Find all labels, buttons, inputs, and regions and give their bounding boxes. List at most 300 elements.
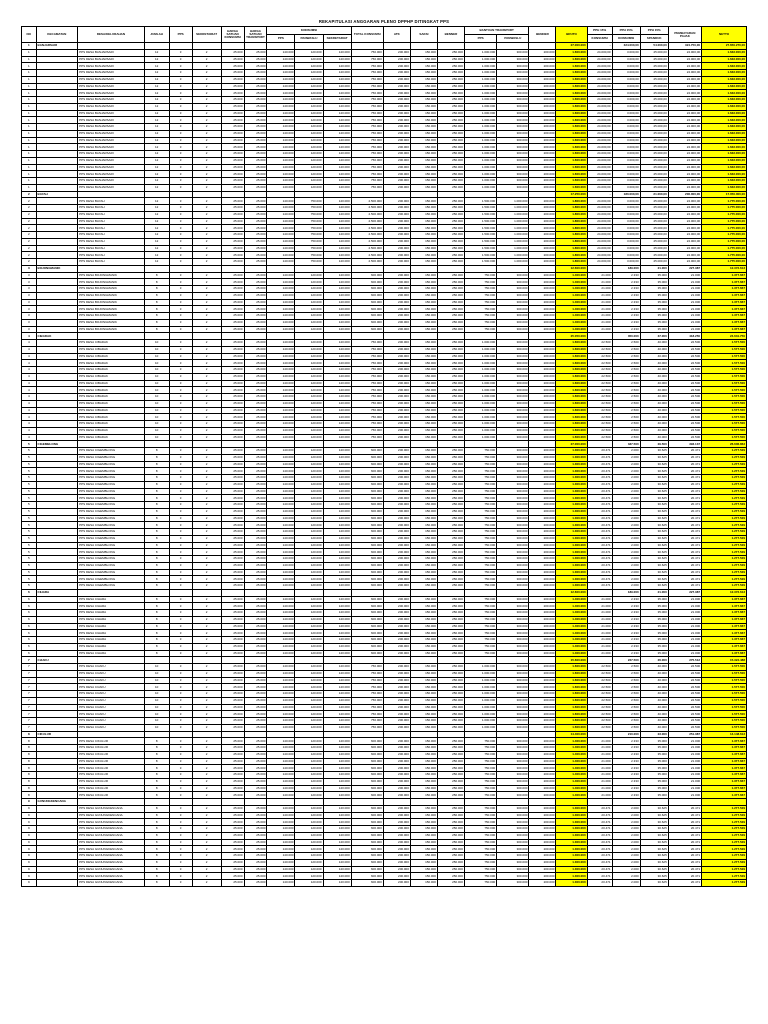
row-hk: 25.000 (221, 535, 244, 542)
row-no: 5 (22, 576, 37, 583)
row-sekr: 2 (192, 70, 221, 77)
row-pph-b: 2.500 (612, 394, 640, 401)
row-desa: PPS DESA BANJARSARI (78, 63, 145, 70)
row-pph-a: 24.000,00 (587, 238, 612, 245)
row-no: 1 (22, 49, 37, 56)
row-pph-b: 2.000 (612, 556, 640, 563)
row-bruto: 1.800.000 (556, 232, 587, 239)
row-pph-b: 2.000 (612, 475, 640, 482)
row-pps: 3 (169, 522, 192, 529)
row-hk: 25.000 (221, 792, 244, 799)
row-pph-b: 2.333 (612, 616, 640, 623)
row-ban: 250.000 (437, 164, 464, 171)
row-a: 140.000 (267, 515, 295, 522)
row-pph-c: 30.625 (640, 839, 668, 846)
row-bruto: 1.400.000 (556, 643, 587, 650)
row-pw: 1.000.000 (497, 238, 529, 245)
row-jumlah: 10 (144, 387, 169, 394)
group-bruto: 12.600.000 (556, 589, 587, 596)
row-ban: 250.000 (437, 49, 464, 56)
empty-cell (497, 265, 529, 272)
row-bruto: 1.400.000 (556, 772, 587, 779)
row-b: 120.000 (295, 758, 323, 765)
row-pph-b: 2.333 (612, 306, 640, 313)
row-sekr: 2 (192, 137, 221, 144)
row-ban: 250.000 (437, 475, 464, 482)
row-pph-c: 35.000 (640, 306, 668, 313)
row-netto: 1.277.529 (702, 853, 747, 860)
col-no: NO (22, 27, 37, 43)
group-pph-c: 21.000 (640, 589, 668, 596)
row-hk: 25.000 (221, 866, 244, 873)
row-hk: 25.000 (221, 245, 244, 252)
row-pph-c: 30.625 (640, 880, 668, 887)
row-ban: 250.000 (437, 738, 464, 745)
row-bt: 1.000.000 (464, 164, 496, 171)
row-tot: 600.000 (351, 286, 383, 293)
row-hk: 25.000 (221, 434, 244, 441)
row-jumlah: 12 (144, 157, 169, 164)
row-sekr: 2 (192, 670, 221, 677)
row-pajak: 24.000,00 (668, 238, 701, 245)
row-hk: 25.000 (221, 542, 244, 549)
row-pajak: 20.471 (668, 549, 701, 556)
row-sekr: 2 (192, 758, 221, 765)
row-pph-c: 35.000 (640, 637, 668, 644)
row-hk: 25.000 (221, 684, 244, 691)
row-c: 140.000 (323, 751, 351, 758)
row-saksi: 150.000 (410, 97, 437, 104)
row-a: 140.000 (267, 576, 295, 583)
row-bruto: 1.600.000 (556, 380, 587, 387)
row-saksi: 150.000 (410, 272, 437, 279)
table-row (22, 205, 747, 212)
row-pw: 300.000 (497, 387, 529, 394)
row-pajak: 24.000,00 (668, 198, 701, 205)
row-kecamatan (36, 299, 78, 306)
group-no: 1 (22, 43, 37, 50)
table-row (22, 718, 747, 725)
row-sekr: 2 (192, 569, 221, 576)
row-bruto: 1.600.000 (556, 157, 587, 164)
table-row (22, 529, 747, 536)
group-netto: 12.372.613 (702, 589, 747, 596)
row-ban: 250.000 (437, 346, 464, 353)
row-ben: 200.000 (529, 346, 556, 353)
row-pps: 3 (169, 326, 192, 333)
row-bruto: 1.300.000 (556, 522, 587, 529)
row-bruto: 1.400.000 (556, 313, 587, 320)
row-pps: 3 (169, 313, 192, 320)
group-pph-a (587, 657, 612, 664)
row-desa: PPS DESA CIJAKU (78, 711, 145, 718)
row-hk: 25.000 (221, 724, 244, 731)
empty-cell (437, 657, 464, 664)
row-ben: 200.000 (529, 630, 556, 637)
row-jumlah: 12 (144, 76, 169, 83)
row-atk: 200.000 (383, 238, 410, 245)
row-jumlah: 8 (144, 805, 169, 812)
row-no: 5 (22, 522, 37, 529)
row-c: 140.000 (323, 56, 351, 63)
row-tot: 600.000 (351, 448, 383, 455)
row-pw: 300.000 (497, 549, 529, 556)
row-pph-b: 2.500 (612, 670, 640, 677)
row-pps: 3 (169, 529, 192, 536)
row-ht: 25.000 (244, 610, 267, 617)
row-ban: 250.000 (437, 745, 464, 752)
row-pph-c: 45.000,00 (640, 130, 668, 137)
row-ht: 25.000 (244, 387, 267, 394)
row-tot: 2.500.000 (351, 245, 383, 252)
row-ban: 250.000 (437, 711, 464, 718)
table-row (22, 83, 747, 90)
table-row (22, 238, 747, 245)
row-pw: 300.000 (497, 171, 529, 178)
table-row (22, 346, 747, 353)
row-atk: 200.000 (383, 738, 410, 745)
row-bruto: 1.600.000 (556, 711, 587, 718)
row-pph-c: 35.000 (640, 650, 668, 657)
row-pajak: 24.000,00 (668, 178, 701, 185)
row-desa: PPS DESA BAYAH (78, 198, 145, 205)
empty-cell (169, 333, 192, 340)
row-kecamatan (36, 684, 78, 691)
row-ban: 250.000 (437, 171, 464, 178)
row-c: 140.000 (323, 448, 351, 455)
row-pw: 300.000 (497, 724, 529, 731)
row-b: 120.000 (295, 880, 323, 887)
row-jumlah: 10 (144, 353, 169, 360)
row-ht: 25.000 (244, 623, 267, 630)
table-row (22, 772, 747, 779)
row-desa: PPS DESA GUNUNGKENCANA (78, 853, 145, 860)
table-row (22, 522, 747, 529)
row-pps: 3 (169, 812, 192, 819)
row-c: 140.000 (323, 178, 351, 185)
row-c: 140.000 (323, 826, 351, 833)
row-pph-b: 2.500 (612, 421, 640, 428)
row-pw: 300.000 (497, 103, 529, 110)
row-ht: 25.000 (244, 252, 267, 259)
row-pps: 3 (169, 198, 192, 205)
row-atk: 200.000 (383, 684, 410, 691)
row-b: 120.000 (295, 664, 323, 671)
row-pajak: 24.000,00 (668, 259, 701, 266)
row-pph-a: 22.500 (587, 360, 612, 367)
row-jumlah: 10 (144, 400, 169, 407)
row-no: 1 (22, 130, 37, 137)
row-netto: 1.377.667 (702, 306, 747, 313)
row-bt: 750.000 (464, 637, 496, 644)
row-saksi: 150.000 (410, 63, 437, 70)
row-b: 120.000 (295, 819, 323, 826)
row-sekr: 2 (192, 495, 221, 502)
row-netto: 1.277.529 (702, 832, 747, 839)
group-pph-a (587, 333, 612, 340)
row-hk: 25.000 (221, 184, 244, 191)
row-desa: PPS DESA BANJARSARI (78, 56, 145, 63)
row-pph-c: 30.625 (640, 502, 668, 509)
row-pph-b: 3.000,00 (612, 151, 640, 158)
row-hk: 25.000 (221, 178, 244, 185)
row-jumlah: 10 (144, 691, 169, 698)
row-bt: 1.000.000 (464, 373, 496, 380)
row-netto: 1.577.500 (702, 360, 747, 367)
row-desa: PPS DESA CIBADAK (78, 387, 145, 394)
row-pw: 300.000 (497, 805, 529, 812)
row-ban: 250.000 (437, 340, 464, 347)
empty-cell (464, 441, 496, 448)
row-c: 140.000 (323, 812, 351, 819)
col-harga-konsumsi: HARGA SATUAN KONSUMSI (221, 27, 244, 43)
row-b: 120.000 (295, 495, 323, 502)
row-pps: 3 (169, 380, 192, 387)
row-desa: PPS DESA CIHARA (78, 623, 145, 630)
row-bruto: 1.600.000 (556, 137, 587, 144)
row-pph-b: 2.333 (612, 772, 640, 779)
row-kecamatan (36, 529, 78, 536)
row-sekr: 2 (192, 697, 221, 704)
row-pw: 300.000 (497, 677, 529, 684)
row-tot: 600.000 (351, 461, 383, 468)
row-b: 750.000 (295, 252, 323, 259)
row-hk: 25.000 (221, 83, 244, 90)
empty-cell (169, 441, 192, 448)
row-a: 140.000 (267, 691, 295, 698)
row-netto: 1.775.000,00 (702, 218, 747, 225)
empty-cell (267, 191, 295, 198)
row-pph-b: 3.000,00 (612, 205, 640, 212)
row-kecamatan (36, 738, 78, 745)
row-hk: 25.000 (221, 576, 244, 583)
row-ban: 250.000 (437, 643, 464, 650)
row-desa: PPS DESA CIJAKU (78, 677, 145, 684)
row-pw: 300.000 (497, 515, 529, 522)
table-row (22, 826, 747, 833)
row-ban: 250.000 (437, 488, 464, 495)
row-netto: 1.277.529 (702, 481, 747, 488)
row-pph-c: 45.000,00 (640, 70, 668, 77)
row-ben: 200.000 (529, 826, 556, 833)
row-ben: 200.000 (529, 549, 556, 556)
row-atk: 200.000 (383, 616, 410, 623)
row-ht: 25.000 (244, 157, 267, 164)
empty-cell (464, 799, 496, 806)
table-row (22, 880, 747, 887)
row-pph-a: 20.471 (587, 839, 612, 846)
row-atk: 200.000 (383, 340, 410, 347)
row-atk: 200.000 (383, 603, 410, 610)
row-pph-c: 40.000 (640, 400, 668, 407)
row-atk: 200.000 (383, 319, 410, 326)
row-ban: 250.000 (437, 542, 464, 549)
row-pw: 300.000 (497, 144, 529, 151)
row-bt: 750.000 (464, 873, 496, 880)
row-bt: 1.000.000 (464, 90, 496, 97)
empty-cell (351, 265, 383, 272)
row-bruto: 1.400.000 (556, 279, 587, 286)
row-ben: 200.000 (529, 184, 556, 191)
row-a: 140.000 (267, 866, 295, 873)
col-saksi: SAKSI (410, 27, 437, 43)
row-ben: 200.000 (529, 306, 556, 313)
row-ben: 200.000 (529, 691, 556, 698)
row-tot: 750.000 (351, 63, 383, 70)
row-bruto: 1.300.000 (556, 846, 587, 853)
row-sekr: 2 (192, 97, 221, 104)
row-ban: 250.000 (437, 259, 464, 266)
row-bruto: 1.300.000 (556, 569, 587, 576)
row-tot: 600.000 (351, 650, 383, 657)
row-ht: 25.000 (244, 360, 267, 367)
row-atk: 200.000 (383, 205, 410, 212)
row-pajak: 22.500 (668, 677, 701, 684)
row-desa: PPS DESA CIKULUR (78, 785, 145, 792)
row-bt: 1.000.000 (464, 387, 496, 394)
row-pph-b: 2.500 (612, 427, 640, 434)
row-c: 140.000 (323, 502, 351, 509)
row-pph-b: 3.000,00 (612, 225, 640, 232)
row-ben: 200.000 (529, 637, 556, 644)
row-sekr: 2 (192, 299, 221, 306)
row-ben: 200.000 (529, 259, 556, 266)
row-hk: 25.000 (221, 556, 244, 563)
row-pps: 3 (169, 535, 192, 542)
row-saksi: 150.000 (410, 610, 437, 617)
row-saksi: 150.000 (410, 299, 437, 306)
row-kecamatan (36, 603, 78, 610)
empty-cell (410, 441, 437, 448)
row-pph-c: 35.000 (640, 643, 668, 650)
row-pajak: 22.500 (668, 353, 701, 360)
row-ht: 25.000 (244, 373, 267, 380)
row-ban: 250.000 (437, 461, 464, 468)
row-no: 5 (22, 448, 37, 455)
row-jumlah: 8 (144, 495, 169, 502)
row-ben: 200.000 (529, 373, 556, 380)
row-c: 140.000 (323, 238, 351, 245)
row-pph-a: 20.471 (587, 468, 612, 475)
row-pph-b: 2.000 (612, 812, 640, 819)
row-a: 140.000 (267, 184, 295, 191)
row-ben: 200.000 (529, 704, 556, 711)
row-bruto: 1.600.000 (556, 178, 587, 185)
row-ben: 200.000 (529, 117, 556, 124)
row-no: 2 (22, 245, 37, 252)
row-sekr: 2 (192, 130, 221, 137)
col-pph-konsumsi: KONSUMSI (587, 35, 612, 43)
row-pw: 300.000 (497, 664, 529, 671)
row-desa: PPS DESA BANJARSARI (78, 184, 145, 191)
group-no: 8 (22, 731, 37, 738)
row-netto: 1.577.500 (702, 691, 747, 698)
row-ban: 250.000 (437, 326, 464, 333)
row-c: 140.000 (323, 83, 351, 90)
row-b: 120.000 (295, 387, 323, 394)
row-jumlah: 8 (144, 880, 169, 887)
group-pph-a: - (587, 43, 612, 50)
row-hk: 25.000 (221, 218, 244, 225)
table-row (22, 110, 747, 117)
row-jumlah: 8 (144, 772, 169, 779)
row-pw: 300.000 (497, 637, 529, 644)
row-tot: 750.000 (351, 144, 383, 151)
row-kecamatan (36, 772, 78, 779)
row-ban: 250.000 (437, 90, 464, 97)
row-sekr: 2 (192, 421, 221, 428)
row-pajak: 24.000,00 (668, 63, 701, 70)
group-name: CIBADAK (36, 333, 78, 340)
row-ben: 200.000 (529, 238, 556, 245)
row-pps: 3 (169, 90, 192, 97)
row-b: 120.000 (295, 785, 323, 792)
row-ban: 250.000 (437, 63, 464, 70)
table-row (22, 130, 747, 137)
table-row (22, 394, 747, 401)
row-pph-c: 30.625 (640, 805, 668, 812)
row-hk: 25.000 (221, 515, 244, 522)
row-ht: 25.000 (244, 319, 267, 326)
row-ht: 25.000 (244, 184, 267, 191)
row-hk: 25.000 (221, 832, 244, 839)
row-atk: 200.000 (383, 880, 410, 887)
row-jumlah: 8 (144, 832, 169, 839)
row-tot: 600.000 (351, 859, 383, 866)
row-atk: 200.000 (383, 819, 410, 826)
row-desa: PPS DESA CIJAKU (78, 704, 145, 711)
row-ht: 25.000 (244, 205, 267, 212)
row-pph-a: 22.500 (587, 367, 612, 374)
row-atk: 200.000 (383, 758, 410, 765)
row-ben: 200.000 (529, 63, 556, 70)
table-row (22, 765, 747, 772)
row-netto: 1.577.500 (702, 704, 747, 711)
row-a: 140.000 (267, 367, 295, 374)
table-row (22, 873, 747, 880)
row-ben: 200.000 (529, 461, 556, 468)
row-b: 120.000 (295, 839, 323, 846)
row-jumlah: 8 (144, 576, 169, 583)
row-ben: 200.000 (529, 407, 556, 414)
row-b: 120.000 (295, 117, 323, 124)
row-pps: 3 (169, 353, 192, 360)
row-bt: 750.000 (464, 326, 496, 333)
row-saksi: 150.000 (410, 846, 437, 853)
row-b: 120.000 (295, 434, 323, 441)
row-saksi: 150.000 (410, 623, 437, 630)
row-pph-a: 22.500 (587, 691, 612, 698)
row-ben: 200.000 (529, 772, 556, 779)
row-ben: 200.000 (529, 380, 556, 387)
row-ban: 250.000 (437, 232, 464, 239)
row-tot: 2.500.000 (351, 232, 383, 239)
row-b: 120.000 (295, 677, 323, 684)
row-atk: 200.000 (383, 367, 410, 374)
row-c: 140.000 (323, 697, 351, 704)
row-ht: 25.000 (244, 76, 267, 83)
row-netto: 1.577.500 (702, 427, 747, 434)
row-desa: PPS DESA GUNUNGKENCANA (78, 846, 145, 853)
row-ban: 250.000 (437, 515, 464, 522)
row-ht: 25.000 (244, 535, 267, 542)
row-jumlah: 8 (144, 637, 169, 644)
row-bt: 1.000.000 (464, 724, 496, 731)
row-desa: PPS DESA GUNUNGKENCANA (78, 873, 145, 880)
row-tot: 600.000 (351, 522, 383, 529)
row-bt: 750.000 (464, 448, 496, 455)
row-kecamatan (36, 765, 78, 772)
